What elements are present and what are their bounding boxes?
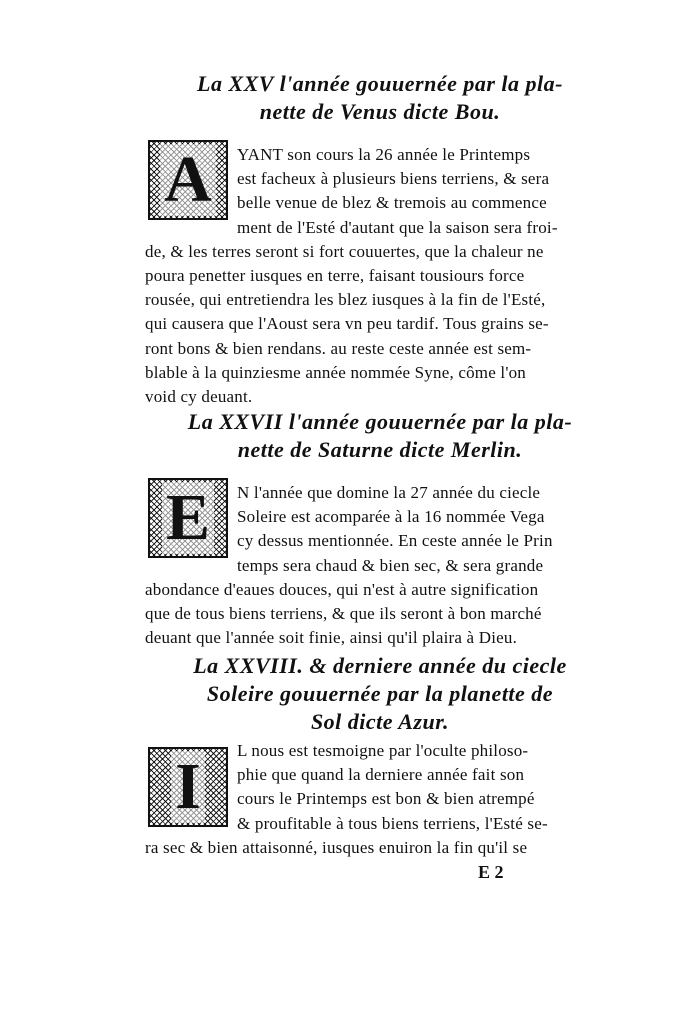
text-line: phie que quand la derniere année fait son — [237, 765, 525, 785]
text-line: abondance d'eaues douces, qui n'est à autre signification — [145, 579, 539, 599]
text-line: YANT son cours la 26 année le Printemps — [237, 145, 531, 164]
heading-line: La XXVII l'année gouuernée par la pla- — [187, 409, 573, 434]
text-line: belle venue de blez & tremois au commence — [237, 193, 547, 213]
heading-line: nette de Saturne dicte Merlin. — [237, 437, 523, 462]
text-line: L nous est tesmoigne par l'oculte philoso- — [237, 741, 529, 760]
heading-line: Sol dicte Azur. — [310, 709, 450, 734]
section-2-body — [145, 481, 605, 650]
text-line: Soleire est acomparée à la 16 nommée Vega — [237, 507, 545, 527]
text-line: void cy deuant. — [145, 387, 253, 407]
text-line: & proufitable à tous biens terriens, l'Esté se- — [237, 813, 548, 833]
section-1-body — [145, 143, 605, 409]
dropcap-letter: A — [160, 144, 216, 216]
text-line: qui causera que l'Aoust sera vn peu tardif. Tous grains se- — [145, 314, 549, 334]
text-line: N l'année que domine la 27 année du ciecle — [237, 483, 541, 502]
section-2-heading — [150, 408, 610, 464]
text-line: ront bons & bien rendans. au reste ceste année est sem- — [145, 338, 532, 358]
text-line: rousée, qui entretiendra les blez iusques à la fin de l'Esté, — [145, 290, 546, 310]
text-line: de, & les terres seront si fort couuertes, que la chaleur ne — [145, 241, 544, 261]
text-line: ment de l'Esté d'autant que la saison sera froi- — [237, 217, 558, 237]
text-line: temps sera chaud & bien sec, & sera grande — [237, 555, 544, 575]
heading-line: La XXV l'année gouuernée par la pla- — [197, 71, 563, 96]
section-3-heading — [150, 652, 610, 736]
text-line: cy dessus mentionnée. En ceste année le Prin — [237, 531, 553, 551]
dropcap-letter: E — [162, 482, 214, 554]
heading-line: La XXVIII. & derniere année du ciecle — [193, 653, 567, 678]
text-line: blable à la quinziesme année nommée Syne, côme l'on — [145, 362, 526, 382]
signature-mark: E 2 — [478, 862, 504, 882]
dropcap-letter: I — [171, 751, 205, 823]
section-1-heading — [150, 70, 610, 126]
text-line: est facheux à plusieurs biens terriens, & sera — [237, 169, 550, 189]
text-line: deuant que l'année soit finie, ainsi qu'il plaira à Dieu. — [145, 628, 518, 648]
heading-line: Soleire gouuernée par la planette de — [206, 681, 554, 706]
text-line: ra sec & bien attaisonné, iusques enuiron la fin qu'il se — [145, 837, 528, 857]
heading-line: nette de Venus dicte Bou. — [259, 99, 501, 124]
section-3-body — [145, 739, 605, 860]
text-line: poura penetter iusques en terre, faisant tousiours force — [145, 266, 525, 286]
text-line: que de tous biens terriens, & que ils seront à bon marché — [145, 604, 542, 624]
text-line: cours le Printemps est bon & bien atrempé — [237, 789, 535, 809]
